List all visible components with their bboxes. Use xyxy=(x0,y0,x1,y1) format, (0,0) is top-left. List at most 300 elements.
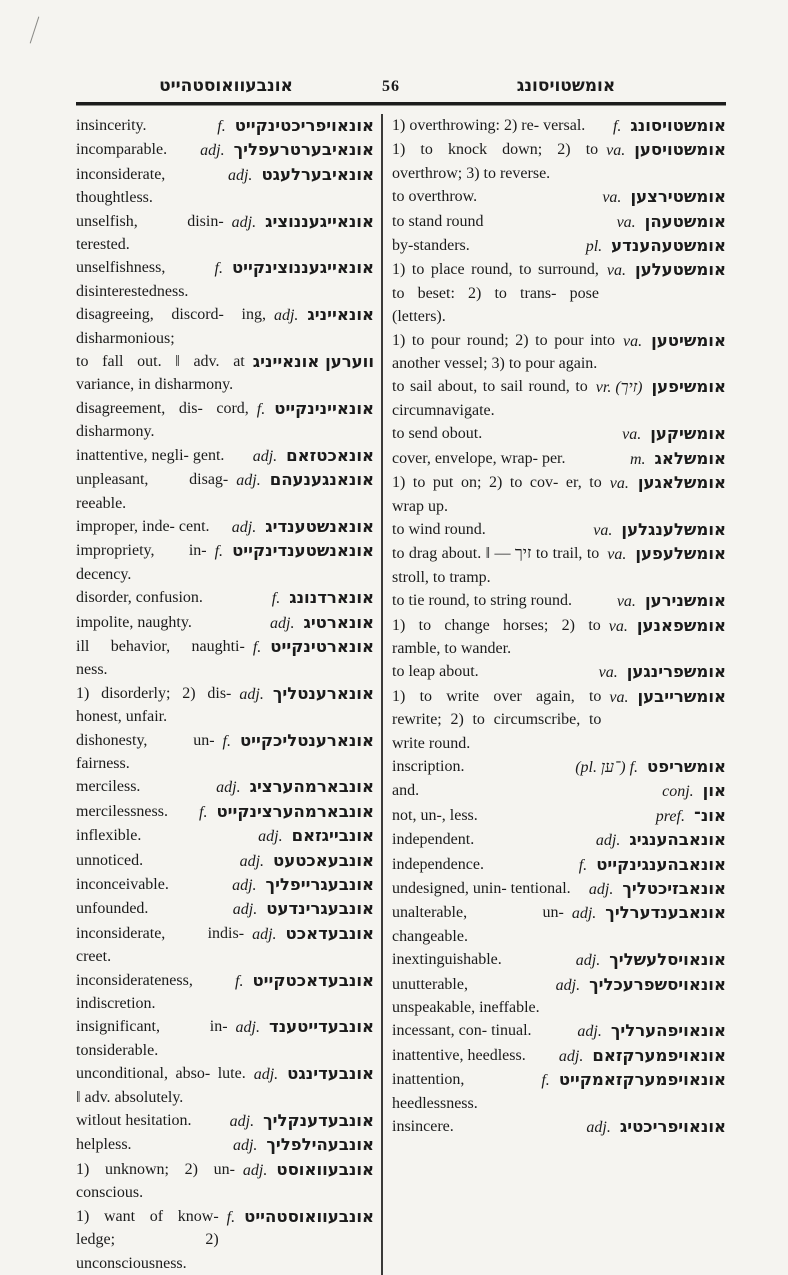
running-head xyxy=(76,76,726,96)
part-of-speech: adj. xyxy=(270,614,295,632)
dictionary-entry xyxy=(392,210,726,233)
entry-translation: unpleasant, disag- reeable. xyxy=(76,471,229,512)
entry-translation: to send obout. xyxy=(392,425,483,443)
entry-translation: to drag about. ‖ — זיך to trail, to stroll, to tramp. xyxy=(392,545,600,586)
yiddish-headword: אונאנגענעהם xyxy=(269,470,374,490)
entry-headword-group xyxy=(596,828,726,852)
entry-headword-group xyxy=(609,614,726,638)
entry-headword-group xyxy=(253,635,374,659)
entry-translation: not, un-, less. xyxy=(392,806,478,824)
entry-headword-group xyxy=(215,256,375,280)
part-of-speech: adj. xyxy=(588,881,614,898)
dictionary-entry xyxy=(76,873,374,896)
dictionary-entry xyxy=(76,1015,374,1062)
entry-headword-group xyxy=(257,397,374,421)
part-of-speech: va. xyxy=(607,546,627,564)
entry-headword-group xyxy=(217,114,374,138)
entry-translation: 1) to knock down; 2) to overthrow; 3) to reverse. xyxy=(392,141,599,182)
dictionary-entry xyxy=(392,1019,726,1042)
dictionary-entry xyxy=(76,969,374,1016)
entry-headword-group xyxy=(576,948,726,972)
entry-translation: disagreeing, discord- ing, disharmonious; xyxy=(76,306,266,347)
yiddish-headword: אונ־ xyxy=(693,805,726,825)
part-of-speech: f. xyxy=(252,638,262,656)
part-of-speech: va. xyxy=(606,262,627,280)
entry-translation: insincerity. xyxy=(76,117,147,134)
entry-translation: mercilessness. xyxy=(76,802,168,820)
entry-headword-group xyxy=(215,539,374,563)
header-rule xyxy=(76,102,726,106)
dictionary-entry xyxy=(76,539,374,586)
yiddish-headword: אומשטעהן xyxy=(644,211,726,231)
dictionary-entry xyxy=(392,1044,726,1067)
part-of-speech: f. xyxy=(214,543,224,561)
yiddish-headword: אונאיבערטרעפליך xyxy=(233,140,374,160)
part-of-speech: adj. xyxy=(253,1066,279,1084)
dictionary-entry xyxy=(392,114,726,137)
yiddish-headword: אומשנירען xyxy=(644,591,726,611)
yiddish-headword: אונבעדינגט xyxy=(287,1064,374,1084)
yiddish-headword: אומשטירצען xyxy=(630,187,726,207)
part-of-speech: adj. xyxy=(200,142,225,160)
yiddish-headword: אונאייניג xyxy=(307,305,374,325)
entry-translation: independent. xyxy=(392,831,475,849)
dictionary-entry xyxy=(392,804,726,827)
dictionary-entry xyxy=(392,685,726,755)
entry-headword-group xyxy=(630,447,726,471)
part-of-speech: va. xyxy=(623,332,643,350)
part-of-speech: adj. xyxy=(558,1047,584,1065)
entry-headword-group xyxy=(253,350,374,374)
entry-headword-group xyxy=(270,611,374,635)
dictionary-entry xyxy=(392,877,726,900)
dictionary-entry xyxy=(392,471,726,518)
dictionary-entry xyxy=(392,1068,726,1115)
yiddish-headword: אונבעהילפליך xyxy=(266,1135,374,1155)
part-of-speech: m. xyxy=(629,450,646,468)
entry-headword-group xyxy=(589,877,726,901)
yiddish-headword: אונבעדענקליך xyxy=(263,1111,374,1131)
dictionary-entry xyxy=(392,755,726,778)
entry-headword-group xyxy=(227,1205,374,1229)
entry-headword-group xyxy=(613,114,726,138)
dictionary-entry xyxy=(76,138,374,161)
entry-headword-group xyxy=(254,1062,374,1086)
yiddish-headword: אונאנשטענדינקייט xyxy=(232,541,374,561)
header-right-catchword: אומשטויסונג xyxy=(516,76,616,96)
entry-headword-group xyxy=(232,515,374,539)
yiddish-headword: אומשלענגלען xyxy=(621,519,726,539)
entry-translation: inattention, heedlessness. xyxy=(392,1071,478,1112)
part-of-speech: f. xyxy=(217,118,226,135)
part-of-speech: conj. xyxy=(662,783,694,801)
part-of-speech: f. xyxy=(612,118,622,135)
dictionary-entry xyxy=(392,614,726,661)
entry-translation: disagreement, dis- cord, disharmony. xyxy=(76,399,249,441)
entry-translation: 1) to write over again, to rewrite; 2) to circumscribe, to write round. xyxy=(392,687,602,752)
part-of-speech: va. xyxy=(606,142,626,160)
entry-translation: to stand round xyxy=(392,212,484,230)
yiddish-headword: אונארטיג xyxy=(303,612,374,632)
dictionary-entry xyxy=(392,375,726,422)
part-of-speech: vr. (זיך) xyxy=(595,379,643,397)
part-of-speech: f. xyxy=(222,732,231,750)
header-left-catchword: אונבעוואוסטהייט xyxy=(159,76,293,96)
part-of-speech: va. xyxy=(602,189,622,207)
dictionary-entry xyxy=(76,1109,374,1132)
part-of-speech: adj. xyxy=(575,952,601,970)
part-of-speech: adj. xyxy=(232,901,258,919)
entry-headword-group xyxy=(239,682,374,706)
entry-translation: 1) to place round, to surround, to beset: 2) to trans- pose (letters). xyxy=(392,261,599,326)
dictionary-entry xyxy=(76,1205,374,1275)
entry-headword-group xyxy=(572,901,726,925)
entry-headword-group xyxy=(609,685,726,709)
part-of-speech: adj. xyxy=(555,976,581,994)
part-of-speech: (pl. ־ען) f. xyxy=(575,758,639,776)
part-of-speech: f. xyxy=(226,1208,236,1226)
entry-translation: 1) want of know- ledge; 2) unconsciousness. xyxy=(76,1207,219,1272)
entry-headword-group xyxy=(232,210,374,234)
part-of-speech: adj. xyxy=(273,307,299,325)
part-of-speech: adj. xyxy=(258,828,283,846)
dictionary-entry xyxy=(392,853,726,876)
entry-translation: unnoticed. xyxy=(76,851,144,869)
dictionary-entry xyxy=(76,444,374,467)
entry-translation: impolite, naughty. xyxy=(76,613,192,631)
yiddish-headword: אונבעאכטעט xyxy=(273,850,374,870)
yiddish-headword: אונבארמהערצינקייט xyxy=(216,801,374,821)
dictionary-entry xyxy=(76,897,374,920)
dictionary-entry xyxy=(76,1158,374,1205)
yiddish-headword: אונארענטליך xyxy=(272,683,374,703)
entry-headword-group xyxy=(623,329,726,353)
dictionary-entry xyxy=(392,542,726,589)
part-of-speech: adj. xyxy=(227,166,253,184)
yiddish-headword: און xyxy=(702,781,726,801)
entry-translation: unfounded. xyxy=(76,900,149,918)
entry-translation: inconceivable. xyxy=(76,876,169,893)
yiddish-headword: אונאבזיכטליך xyxy=(622,879,726,898)
dictionary-entry xyxy=(76,800,374,823)
dictionary-entry xyxy=(392,948,726,971)
part-of-speech: adj. xyxy=(577,1023,602,1041)
entry-translation: unconditional, abso- lute. ‖ adv. absolutely. xyxy=(76,1065,246,1106)
yiddish-headword: אונאיבערלעגט xyxy=(261,164,374,184)
yiddish-headword: אומשיקען xyxy=(650,424,726,444)
entry-translation: merciless. xyxy=(76,778,141,796)
dictionary-entry xyxy=(392,422,726,445)
dictionary-page xyxy=(76,76,726,1275)
part-of-speech: adj. xyxy=(229,1113,255,1131)
yiddish-headword: אונבעדאכט xyxy=(285,923,374,943)
text-columns xyxy=(76,114,726,1275)
part-of-speech: f. xyxy=(578,856,588,874)
part-of-speech: adj. xyxy=(235,1019,260,1037)
dictionary-entry xyxy=(76,397,374,444)
entry-headword-group xyxy=(258,824,374,848)
dictionary-entry xyxy=(392,779,726,802)
entry-headword-group xyxy=(200,138,374,162)
entry-translation: inconsiderateness, indiscretion. xyxy=(76,971,193,1013)
yiddish-headword: אונאבהענגינקייט xyxy=(596,854,726,874)
dictionary-entry xyxy=(392,447,726,470)
entry-translation: inattentive, heedless. xyxy=(392,1046,526,1064)
dictionary-entry xyxy=(76,1062,374,1109)
entry-headword-group xyxy=(617,589,726,613)
entry-translation: helpless. xyxy=(76,1136,132,1154)
dictionary-entry xyxy=(392,1115,726,1138)
dictionary-entry xyxy=(76,350,374,397)
dictionary-entry xyxy=(392,138,726,185)
yiddish-headword: אונבעדאכטקייט xyxy=(252,970,374,990)
entry-translation: inconsiderate, indis- creet. xyxy=(76,924,245,966)
entry-headword-group xyxy=(596,375,726,399)
dictionary-entry xyxy=(76,922,374,969)
yiddish-headword: אונאויפריכטיג xyxy=(619,1117,726,1137)
entry-translation: inflexible. xyxy=(76,827,142,845)
right-column xyxy=(383,114,726,1275)
yiddish-headword: אומשריפט xyxy=(647,756,726,776)
part-of-speech: f. xyxy=(214,260,223,278)
dictionary-entry xyxy=(76,635,374,682)
part-of-speech: adj. xyxy=(586,1119,611,1137)
entry-headword-group xyxy=(253,444,374,468)
part-of-speech: adj. xyxy=(216,779,241,797)
yiddish-headword: אונבעוואוסטהייט xyxy=(244,1206,374,1226)
yiddish-headword: אונאייגעננוצינקייט xyxy=(231,258,374,278)
entry-headword-group xyxy=(233,897,374,921)
yiddish-headword: אונאויפמערקזאמקייט xyxy=(558,1070,726,1090)
yiddish-headword: אומשטויסען xyxy=(634,140,726,160)
entry-translation: incomparable. xyxy=(76,141,168,159)
part-of-speech: va. xyxy=(609,688,629,706)
part-of-speech: adj. xyxy=(239,685,264,703)
entry-headword-group xyxy=(252,922,374,946)
entry-headword-group xyxy=(233,1133,374,1157)
yiddish-headword: אונבעגרייפליך xyxy=(265,875,374,894)
part-of-speech: adj. xyxy=(231,213,257,231)
part-of-speech: adj. xyxy=(239,852,265,870)
yiddish-headword: אונאבענדערליך xyxy=(605,903,726,923)
yiddish-headword: אומשטויסונג xyxy=(630,116,726,135)
part-of-speech: va. xyxy=(593,521,613,539)
yiddish-headword: אונאויפמערקזאם xyxy=(592,1045,726,1065)
entry-headword-group xyxy=(274,303,374,327)
yiddish-headword: אומשפאנען xyxy=(636,615,726,635)
part-of-speech: adj. xyxy=(252,925,277,943)
dictionary-entry xyxy=(76,682,374,729)
yiddish-headword: אונאויפריכטינקייט xyxy=(234,116,374,135)
part-of-speech: va. xyxy=(616,593,636,611)
dictionary-entry xyxy=(76,824,374,847)
entry-headword-group xyxy=(579,853,726,877)
entry-translation: 1) overthrowing: 2) re- versal. xyxy=(392,117,586,134)
entry-translation: dishonesty, un- fairness. xyxy=(76,731,215,772)
part-of-speech: va. xyxy=(598,664,618,682)
entry-headword-group xyxy=(610,471,726,495)
dictionary-entry xyxy=(392,589,726,612)
entry-translation: 1) to change horses; 2) to ramble, to wander. xyxy=(392,616,601,657)
entry-headword-group xyxy=(240,849,374,873)
left-column xyxy=(76,114,381,1275)
entry-headword-group xyxy=(232,873,374,897)
yiddish-headword: אונארענטליכקייט xyxy=(239,730,374,750)
part-of-speech: adj. xyxy=(242,1161,268,1179)
entry-headword-group xyxy=(662,779,726,803)
entry-translation: insincere. xyxy=(392,1118,454,1136)
dictionary-entry xyxy=(76,611,374,634)
entry-headword-group xyxy=(235,969,374,993)
entry-headword-group xyxy=(656,804,726,828)
part-of-speech: adj. xyxy=(232,1137,258,1155)
entry-headword-group xyxy=(228,163,374,187)
yiddish-headword: אונאייגעננוציג xyxy=(265,211,374,231)
entry-translation: to fall out. ‖ adv. at variance, in disharmony. xyxy=(76,353,245,394)
dictionary-entry xyxy=(76,210,374,257)
scan-artifact xyxy=(30,17,40,44)
dictionary-entry xyxy=(392,828,726,851)
entry-headword-group xyxy=(586,234,726,258)
entry-translation: 1) to pour round; 2) to pour into another vessel; 3) to pour again. xyxy=(392,331,616,373)
yiddish-headword: אונבעגרינדעט xyxy=(266,899,374,919)
dictionary-entry xyxy=(76,1133,374,1156)
entry-headword-group xyxy=(607,258,726,282)
yiddish-headword: אונבארמהערציג xyxy=(249,777,374,797)
entry-translation: to wind round. xyxy=(392,520,486,538)
entry-headword-group xyxy=(599,660,726,684)
entry-translation: incessant, con- tinual. xyxy=(392,1022,532,1040)
entry-translation: impropriety, in- decency. xyxy=(76,542,207,583)
part-of-speech: adj. xyxy=(595,832,621,850)
dictionary-entry xyxy=(76,303,374,350)
yiddish-headword: אונאיינינקייט xyxy=(274,398,374,418)
yiddish-headword: אומשלאגען xyxy=(637,473,726,493)
part-of-speech: adj. xyxy=(236,472,261,490)
yiddish-headword: אונבייגזאם xyxy=(291,826,374,846)
yiddish-headword: אונבעוואוסט xyxy=(276,1159,374,1179)
entry-headword-group xyxy=(607,542,726,566)
yiddish-headword: אונאכטזאם xyxy=(286,445,374,465)
part-of-speech: f. xyxy=(256,400,266,418)
part-of-speech: va. xyxy=(616,213,636,231)
part-of-speech: pref. xyxy=(655,807,685,825)
entry-translation: unutterable, unspeakable, ineffable. xyxy=(392,975,540,1017)
entry-translation: witlout hesitation. xyxy=(76,1112,192,1130)
entry-translation: unselfish, disin- terested. xyxy=(76,212,224,254)
entry-translation: disorder, confusion. xyxy=(76,589,203,607)
yiddish-headword: אומשלאג xyxy=(654,448,726,468)
yiddish-headword: אומשטעלען xyxy=(635,260,726,280)
dictionary-entry xyxy=(76,586,374,609)
entry-translation: to tie round, to string round. xyxy=(392,592,572,610)
yiddish-headword: אונאויפהערליך xyxy=(610,1021,726,1041)
yiddish-headword: אומשיפען xyxy=(651,377,726,397)
dictionary-entry xyxy=(392,185,726,208)
part-of-speech: f. xyxy=(541,1072,550,1090)
entry-headword-group xyxy=(541,1068,726,1092)
entry-headword-group xyxy=(236,468,374,492)
dictionary-entry xyxy=(76,729,374,776)
dictionary-entry xyxy=(76,163,374,210)
entry-headword-group xyxy=(272,586,374,610)
yiddish-headword: אונאויסלעשליך xyxy=(609,950,726,970)
entry-headword-group xyxy=(577,1019,726,1043)
entry-headword-group xyxy=(199,800,374,824)
dictionary-entry xyxy=(392,329,726,376)
yiddish-headword: ווערען אונאייניג xyxy=(252,352,374,372)
dictionary-entry xyxy=(392,258,726,328)
part-of-speech: adj. xyxy=(231,518,257,536)
entry-translation: independence. xyxy=(392,855,484,873)
yiddish-headword: אומשרייבען xyxy=(637,686,726,706)
entry-headword-group xyxy=(216,775,374,799)
entry-headword-group xyxy=(559,1044,726,1068)
entry-headword-group xyxy=(602,185,726,209)
yiddish-headword: אומשלעפען xyxy=(635,544,726,564)
yiddish-headword: אונארדנונג xyxy=(289,588,374,608)
yiddish-headword: אונבעדייטענד xyxy=(269,1017,374,1037)
yiddish-headword: אונאנשטענדיג xyxy=(265,516,374,536)
dictionary-entry xyxy=(392,234,726,257)
yiddish-headword: אומשטעהענדע xyxy=(611,236,726,256)
entry-headword-group xyxy=(606,138,726,162)
dictionary-entry xyxy=(392,660,726,683)
entry-headword-group xyxy=(230,1109,374,1133)
entry-headword-group xyxy=(243,1158,374,1182)
part-of-speech: va. xyxy=(609,475,629,493)
entry-headword-group xyxy=(556,973,726,997)
dictionary-entry xyxy=(76,114,374,137)
entry-headword-group xyxy=(236,1015,374,1039)
entry-translation: inscription. xyxy=(392,757,465,775)
entry-translation: ill behavior, naughti- ness. xyxy=(76,637,245,679)
entry-translation: and. xyxy=(392,782,420,800)
dictionary-entry xyxy=(392,518,726,541)
dictionary-entry xyxy=(76,256,374,303)
yiddish-headword: אומשיטען xyxy=(651,330,726,350)
yiddish-headword: אונאויסשפרעכליך xyxy=(589,974,726,994)
part-of-speech: pl. xyxy=(585,238,603,256)
entry-translation: 1) disorderly; 2) dis- honest, unfair. xyxy=(76,684,232,726)
entry-translation: inconsiderate, thoughtless. xyxy=(76,165,166,207)
dictionary-entry xyxy=(76,468,374,515)
entry-translation: by-standers. xyxy=(392,237,470,255)
entry-translation: to leap about. xyxy=(392,663,479,681)
yiddish-headword: אומשפרינגען xyxy=(626,662,726,682)
entry-translation: improper, inde- cent. xyxy=(76,517,210,535)
entry-headword-group xyxy=(593,518,726,542)
entry-translation: insignificant, in- tonsiderable. xyxy=(76,1018,228,1059)
part-of-speech: adj. xyxy=(571,905,597,923)
entry-translation: to sail about, to sail round, to circumnavigate. xyxy=(392,378,588,419)
entry-translation: inattentive, negli- gent. xyxy=(76,446,225,464)
part-of-speech: adj. xyxy=(252,447,278,465)
entry-translation: inextinguishable. xyxy=(392,951,502,969)
part-of-speech: f. xyxy=(271,590,281,608)
part-of-speech: f. xyxy=(235,972,244,990)
dictionary-entry xyxy=(392,901,726,948)
entry-headword-group xyxy=(617,210,726,234)
part-of-speech: adj. xyxy=(232,877,257,894)
part-of-speech: va. xyxy=(608,617,628,635)
entry-translation: unselfishness, disinterestedness. xyxy=(76,259,189,300)
yiddish-headword: אונארטינקייט xyxy=(270,636,374,656)
dictionary-entry xyxy=(392,973,726,1020)
part-of-speech: va. xyxy=(622,426,642,444)
entry-translation: 1) unknown; 2) un- conscious. xyxy=(76,1160,235,1202)
entry-translation: cover, envelope, wrap- per. xyxy=(392,449,566,467)
